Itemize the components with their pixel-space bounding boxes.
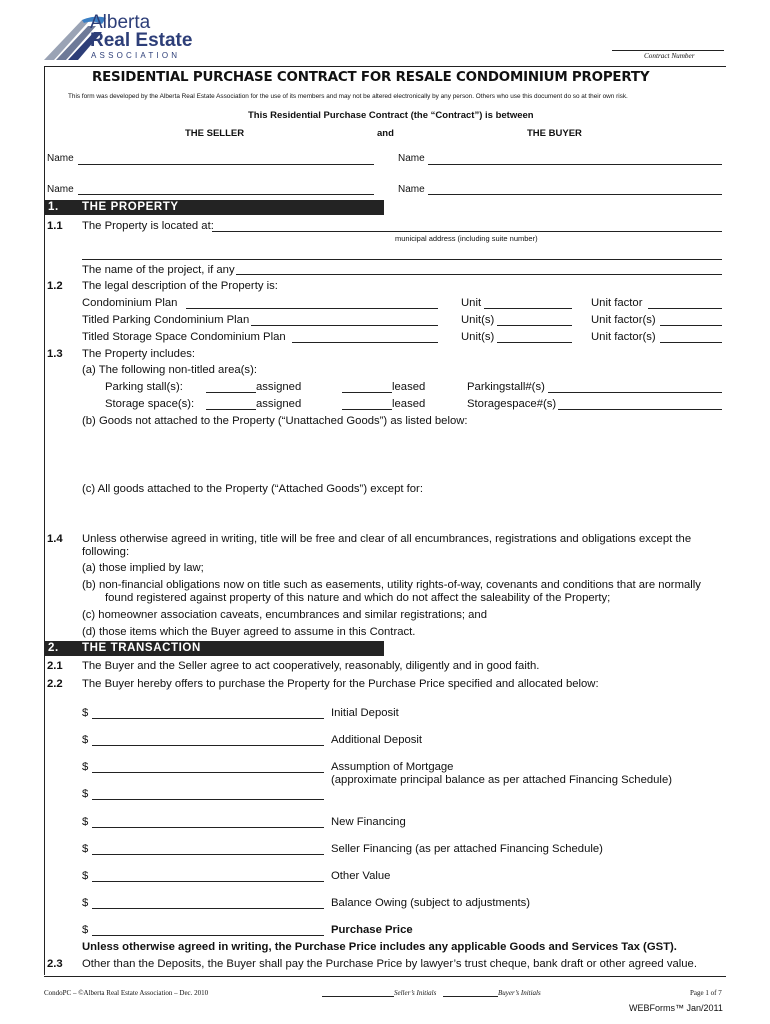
balance-owing-field[interactable] <box>92 908 324 909</box>
initial-deposit-field[interactable] <box>92 718 324 719</box>
clause-1-1-number: 1.1 <box>47 220 63 232</box>
new-financing-field[interactable] <box>92 827 324 828</box>
page-number: Page 1 of 7 <box>690 989 722 997</box>
additional-deposit-field[interactable] <box>92 745 324 746</box>
unit-label-2: Unit(s) <box>461 314 495 326</box>
assumption-mortgage-field[interactable] <box>92 772 324 773</box>
buyer-name-label-2: Name <box>398 184 425 195</box>
clause-2-1-text: The Buyer and the Seller agree to act cooperatively, reasonably, diligently and in good faith. <box>82 660 540 672</box>
clause-1-4-a: (a) those implied by law; <box>82 562 204 574</box>
section-2-number: 2. <box>48 642 59 654</box>
unattached-goods-area[interactable] <box>105 430 722 480</box>
clause-1-1-text: The Property is located at: <box>82 220 214 232</box>
balance-owing-label: Balance Owing (subject to adjustments) <box>331 897 531 909</box>
initial-deposit-label: Initial Deposit <box>331 707 399 719</box>
buyer-initials-field[interactable] <box>443 996 498 997</box>
clause-2-2-number: 2.2 <box>47 678 63 690</box>
clause-1-3-text: The Property includes: <box>82 348 196 360</box>
assumption-mortgage-note: (approximate principal balance as per attached Financing Schedule) <box>331 774 672 786</box>
storage-assigned-label: assigned <box>256 398 302 410</box>
dollar-sign: $ <box>82 788 89 800</box>
intro-text: This Residential Purchase Contract (the “Contract”) is between <box>248 110 534 121</box>
logo-line3: ASSOCIATION <box>91 51 181 60</box>
dollar-sign: $ <box>82 707 89 719</box>
other-value-field[interactable] <box>92 881 324 882</box>
clause-1-4-d: (d) those items which the Buyer agreed to assume in this Contract. <box>82 626 416 638</box>
property-address-field-2[interactable] <box>82 259 722 260</box>
assumption-mortgage-field-2[interactable] <box>92 799 324 800</box>
seller-heading: THE SELLER <box>185 128 245 139</box>
seller-financing-label: Seller Financing (as per attached Financing Schedule) <box>331 843 603 855</box>
clause-1-3-b: (b) Goods not attached to the Property (“Unattached Goods”) as listed below: <box>82 415 468 427</box>
parking-assigned-field[interactable] <box>206 392 256 393</box>
gst-note: Unless otherwise agreed in writing, the Purchase Price includes any applicable Goods and Services Tax (GST). <box>82 941 677 953</box>
logo <box>44 14 204 62</box>
parking-stall-number-label: Parkingstall#(s) <box>467 381 545 393</box>
clause-2-2-text: The Buyer hereby offers to purchase the Property for the Purchase Price specified and allocated below: <box>82 678 599 690</box>
unit-field-2[interactable] <box>497 325 572 326</box>
parking-plan-field[interactable] <box>251 325 438 326</box>
other-value-label: Other Value <box>331 870 391 882</box>
section-1-number: 1. <box>48 201 59 213</box>
additional-deposit-label: Additional Deposit <box>331 734 423 746</box>
clause-1-3-a: (a) The following non-titled area(s): <box>82 364 257 376</box>
unit-factor-label-3: Unit factor(s) <box>591 331 656 343</box>
unit-factor-field-2[interactable] <box>660 325 722 326</box>
unit-factor-label-2: Unit factor(s) <box>591 314 656 326</box>
storage-leased-field[interactable] <box>342 409 392 410</box>
dollar-sign: $ <box>82 816 89 828</box>
purchase-price-field[interactable] <box>92 935 324 936</box>
clause-2-3-text: Other than the Deposits, the Buyer shall pay the Purchase Price by lawyer’s trust cheque, bank draft or other agreed value. <box>82 958 697 970</box>
clause-1-3-number: 1.3 <box>47 348 63 360</box>
contract-number-field[interactable] <box>612 50 724 51</box>
address-sublabel: municipal address (including suite number) <box>395 234 538 243</box>
seller-name-label-1: Name <box>47 153 74 164</box>
dollar-sign: $ <box>82 870 89 882</box>
clause-1-3-c: (c) All goods attached to the Property (“Attached Goods”) except for: <box>82 483 423 495</box>
storage-spaces-label: Storage space(s): <box>105 398 195 410</box>
dollar-sign: $ <box>82 897 89 909</box>
storage-leased-label: leased <box>392 398 426 410</box>
seller-name-field-2[interactable] <box>78 194 374 195</box>
dollar-sign: $ <box>82 761 89 773</box>
unit-factor-field-3[interactable] <box>660 342 722 343</box>
assumption-mortgage-label: Assumption of Mortgage <box>331 761 454 773</box>
unit-factor-label-1: Unit factor <box>591 297 643 309</box>
buyer-initials-label: Buyer’s Initials <box>498 989 541 997</box>
parking-leased-label: leased <box>392 381 426 393</box>
unit-factor-field-1[interactable] <box>648 308 722 309</box>
disclaimer: This form was developed by the Alberta Real Estate Association for the use of its members and may not be altered electronically by any person. Others who use this document do so at their own risk. <box>68 93 628 100</box>
section-2-header <box>44 641 384 656</box>
and-text: and <box>377 128 394 139</box>
new-financing-label: New Financing <box>331 816 406 828</box>
parking-assigned-label: assigned <box>256 381 302 393</box>
purchase-price-label: Purchase Price <box>331 924 413 936</box>
parking-stall-number-field[interactable] <box>548 392 722 393</box>
clause-2-3-number: 2.3 <box>47 958 63 970</box>
project-name-label: The name of the project, if any <box>82 264 235 276</box>
property-address-field[interactable] <box>212 231 722 232</box>
parking-plan-label: Titled Parking Condominium Plan <box>82 314 250 326</box>
seller-financing-field[interactable] <box>92 854 324 855</box>
dollar-sign: $ <box>82 734 89 746</box>
unit-field-1[interactable] <box>484 308 572 309</box>
logo-line1: Alberta <box>90 12 151 33</box>
project-name-field[interactable] <box>236 274 722 275</box>
section-1-title: THE PROPERTY <box>82 201 179 213</box>
section-2-title: THE TRANSACTION <box>82 642 201 654</box>
unit-field-3[interactable] <box>497 342 572 343</box>
clause-1-4-text-1: Unless otherwise agreed in writing, title will be free and clear of all encumbrances, registrations and obligations except the <box>82 533 692 545</box>
clause-1-4-b-2: found registered against property of this nature and which do not affect the saleability of the Property; <box>105 592 611 604</box>
webforms-label: WEBForms™ Jan/2011 <box>629 1003 723 1013</box>
attached-goods-exceptions-area[interactable] <box>105 498 722 530</box>
storage-assigned-field[interactable] <box>206 409 256 410</box>
buyer-name-field-1[interactable] <box>428 164 722 165</box>
parking-leased-field[interactable] <box>342 392 392 393</box>
condo-plan-field[interactable] <box>186 308 438 309</box>
storage-space-number-field[interactable] <box>558 409 722 410</box>
unit-label-3: Unit(s) <box>461 331 495 343</box>
clause-1-4-c: (c) homeowner association caveats, encumbrances and similar registrations; and <box>82 609 487 621</box>
clause-1-4-text-2: following: <box>82 546 130 558</box>
storage-plan-field[interactable] <box>292 342 438 343</box>
clause-2-1-number: 2.1 <box>47 660 63 672</box>
condo-plan-label: Condominium Plan <box>82 297 178 309</box>
dollar-sign: $ <box>82 843 89 855</box>
buyer-name-field-2[interactable] <box>428 194 722 195</box>
page-title: RESIDENTIAL PURCHASE CONTRACT FOR RESALE CONDOMINIUM PROPERTY <box>92 70 650 85</box>
buyer-name-label-1: Name <box>398 153 425 164</box>
clause-1-2-number: 1.2 <box>47 280 63 292</box>
clause-1-2-text: The legal description of the Property is: <box>82 280 278 292</box>
seller-name-field-1[interactable] <box>78 164 374 165</box>
logo-line2: Real Estate <box>90 30 193 51</box>
footer-copyright: CondoPC – ©Alberta Real Estate Association – Dec. 2010 <box>44 989 209 997</box>
dollar-sign: $ <box>82 924 89 936</box>
contract-number-label: Contract Number <box>644 52 695 60</box>
buyer-heading: THE BUYER <box>527 128 582 139</box>
unit-label-1: Unit <box>461 297 482 309</box>
section-1-header <box>44 200 384 215</box>
seller-initials-field[interactable] <box>322 996 394 997</box>
storage-space-number-label: Storagespace#(s) <box>467 398 557 410</box>
seller-name-label-2: Name <box>47 184 74 195</box>
seller-initials-label: Seller’s Initials <box>394 989 437 997</box>
parking-stalls-label: Parking stall(s): <box>105 381 183 393</box>
clause-1-4-b-1: (b) non-financial obligations now on title such as easements, utility rights-of-way, covenants and conditions that are normally <box>82 579 701 591</box>
storage-plan-label: Titled Storage Space Condominium Plan <box>82 331 286 343</box>
clause-1-4-number: 1.4 <box>47 533 63 545</box>
